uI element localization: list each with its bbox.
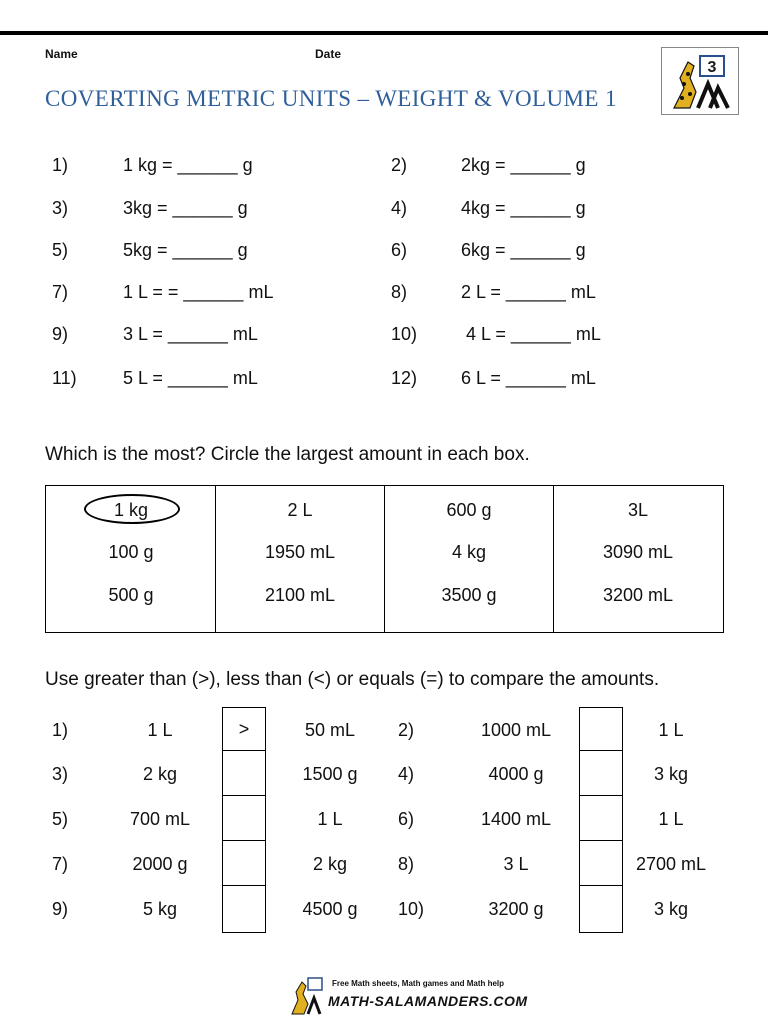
box-divider — [223, 750, 265, 751]
conversion-question: 5kg = ______ g — [123, 240, 248, 260]
footer-tagline: Free Math sheets, Math games and Math help — [332, 979, 505, 988]
conversion-question: 2 L = ______ mL — [461, 282, 596, 302]
amount-cell: 3090 mL — [602, 542, 674, 562]
problem-number: 4) — [398, 764, 415, 784]
conversion-question: 6 L = ______ mL — [461, 368, 596, 388]
problem-number: 5) — [52, 240, 69, 260]
amount-a: 1000 mL — [480, 720, 552, 740]
problem-number: 4) — [391, 198, 408, 218]
problem-number: 11) — [52, 368, 77, 388]
conversion-question: 5 L = ______ mL — [123, 368, 258, 388]
problem-number: 6) — [391, 240, 408, 260]
amount-a: 3 L — [503, 854, 529, 874]
amount-cell: 3500 g — [441, 585, 497, 605]
worksheet-title: COVERTING METRIC UNITS – WEIGHT & VOLUME 1 — [45, 86, 617, 111]
amount-a: 3200 g — [488, 899, 544, 919]
amount-b: 3 kg — [653, 764, 689, 784]
box-divider — [223, 840, 265, 841]
comparison-answer-box[interactable]: > — [238, 719, 250, 739]
conversion-question: 1 kg = ______ g — [123, 155, 253, 175]
amount-a: 5 kg — [142, 899, 178, 919]
salamander-logo-icon — [662, 48, 738, 114]
problem-number: 8) — [391, 282, 408, 302]
problem-number: 9) — [52, 324, 69, 344]
problem-number: 1) — [52, 720, 69, 740]
amount-cell: 100 g — [108, 542, 154, 562]
amount-a: 1400 mL — [480, 809, 552, 829]
problem-number: 9) — [52, 899, 69, 919]
amount-cell: 500 g — [108, 585, 154, 605]
problem-number: 12) — [391, 368, 418, 388]
comparison-answer-box[interactable] — [223, 796, 265, 841]
box-divider — [580, 840, 622, 841]
conversion-question: 1 L = = ______ mL — [123, 282, 274, 302]
box-divider — [223, 795, 265, 796]
problem-number: 2) — [398, 720, 415, 740]
footer-logo — [288, 976, 528, 1016]
amount-cell: 3200 mL — [602, 585, 674, 605]
compare-instruction: Use greater than (>), less than (<) or equals (=) to compare the amounts. — [45, 669, 660, 690]
problem-number: 10) — [398, 899, 425, 919]
amount-b: 1 L — [658, 809, 684, 829]
conversion-question: 2kg = ______ g — [461, 155, 586, 175]
amount-b: 50 mL — [304, 720, 356, 740]
top-rule — [0, 31, 768, 35]
box-divider — [580, 885, 622, 886]
amount-cell: 1950 mL — [264, 542, 336, 562]
problem-number: 1) — [52, 155, 69, 175]
amount-b: 4500 g — [302, 899, 358, 919]
problem-number: 7) — [52, 282, 69, 302]
amount-b: 3 kg — [653, 899, 689, 919]
problem-number: 2) — [391, 155, 408, 175]
problem-number: 5) — [52, 809, 69, 829]
most-grid — [45, 485, 724, 633]
comparison-answer-box[interactable] — [223, 751, 265, 796]
problem-number: 8) — [398, 854, 415, 874]
amount-b: 1500 g — [302, 764, 358, 784]
amount-cell: 1 kg — [113, 500, 149, 520]
amount-a: 1 L — [147, 720, 173, 740]
grade-logo — [661, 47, 739, 115]
comparison-answer-box[interactable] — [223, 886, 265, 931]
amount-cell: 2 L — [287, 500, 313, 520]
box-divider — [580, 795, 622, 796]
comparison-answer-box[interactable] — [223, 841, 265, 886]
most-instruction: Which is the most? Circle the largest amount in each box. — [45, 444, 530, 465]
grade-number: 3 — [707, 59, 717, 76]
problem-number: 7) — [52, 854, 69, 874]
amount-cell: 3L — [627, 500, 649, 520]
problem-number: 6) — [398, 809, 415, 829]
amount-cell: 600 g — [446, 500, 492, 520]
footer-brand: MATH-SALAMANDERS.COM — [328, 993, 528, 1009]
conversion-question: 6kg = ______ g — [461, 240, 586, 260]
amount-b: 1 L — [317, 809, 343, 829]
conversion-question: 4 L = ______ mL — [466, 324, 601, 344]
amount-a: 4000 g — [488, 764, 544, 784]
amount-b: 1 L — [658, 720, 684, 740]
box-divider — [580, 750, 622, 751]
amount-b: 2 kg — [312, 854, 348, 874]
problem-number: 3) — [52, 198, 69, 218]
amount-cell: 4 kg — [451, 542, 487, 562]
problem-number: 10) — [391, 324, 418, 344]
salamander-footer-icon — [288, 976, 328, 1016]
box-divider — [223, 885, 265, 886]
amount-cell: 2100 mL — [264, 585, 336, 605]
amount-a: 700 mL — [129, 809, 191, 829]
conversion-question: 3kg = ______ g — [123, 198, 248, 218]
conversion-question: 4kg = ______ g — [461, 198, 586, 218]
name-label: Name — [45, 47, 78, 61]
conversion-question: 3 L = ______ mL — [123, 324, 258, 344]
amount-a: 2 kg — [142, 764, 178, 784]
problem-number: 3) — [52, 764, 69, 784]
amount-b: 2700 mL — [635, 854, 707, 874]
date-label: Date — [315, 47, 342, 61]
amount-a: 2000 g — [132, 854, 188, 874]
